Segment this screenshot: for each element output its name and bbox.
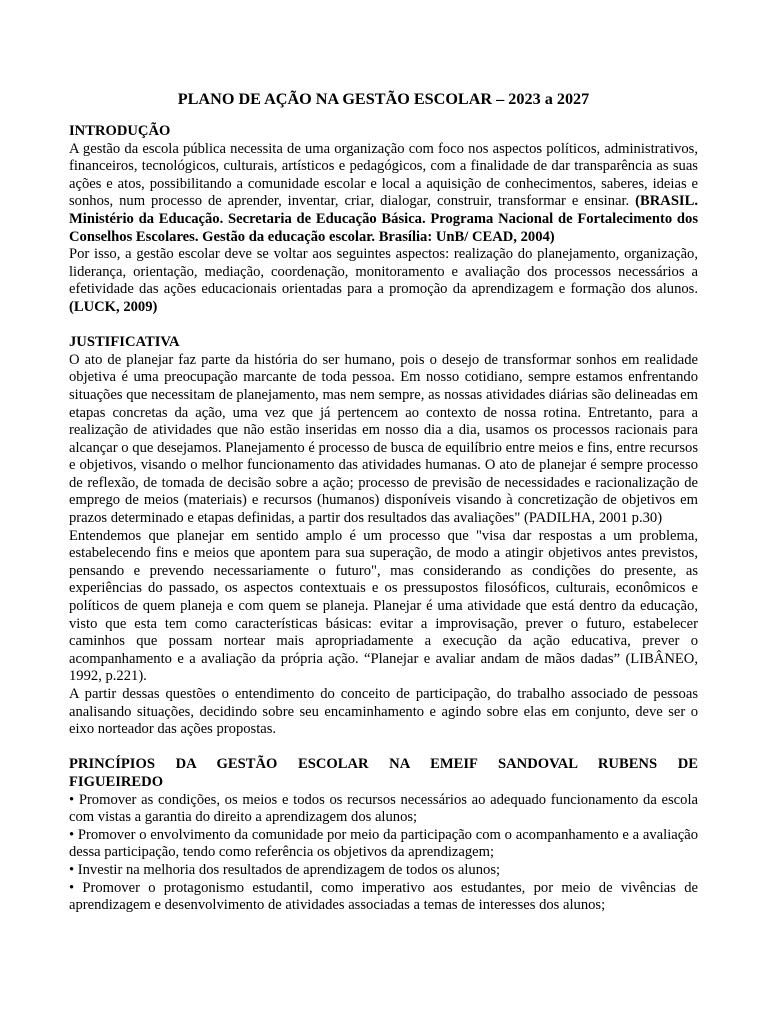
introducao-citation-1: (BRASIL. Ministério da Educação. Secretaria de Educação Básica. Programa Nacional de Fortalecimento dos Conselhos Escolares. Gestão da educação escolar. Brasília: UnB/ CEAD, 2004)	[69, 193, 698, 245]
section-principios	[69, 756, 698, 914]
section-introducao	[69, 123, 698, 317]
introducao-paragraph-1-text: A gestão da escola pública necessita de uma organização com foco nos aspectos políticos, administrativos, financeiros, tecnológicos, culturais, artísticos e pedagógicos, com a finalidade de dar transparência as suas ações e atos, possibilitando a comunidade escolar e local a aquisição de conhecimentos, saberes, ideias e sonhos, num processo de aprender, inventar, criar, dialogar, construir, transformar e ensinar.	[69, 140, 698, 210]
introducao-paragraph-2	[69, 246, 698, 316]
introducao-citation-2: (LUCK, 2009)	[69, 298, 158, 315]
section-heading-introducao: INTRODUÇÃO	[69, 123, 171, 139]
section-heading-justificativa: JUSTIFICATIVA	[69, 334, 180, 351]
introducao-paragraph-1	[69, 141, 698, 247]
paragraph-spacer	[69, 739, 698, 757]
introducao-paragraph-2-text: Por isso, a gestão escolar deve se voltar aos seguintes aspectos: realização do planejamento, organização, liderança, orientação, mediação, coordenação, monitoramento e avaliação dos processos necessários a efetividade das ações educacionais orientadas para a promoção da aprendizagem e formação dos alunos.	[69, 246, 698, 298]
principios-list-item: • Promover as condições, os meios e todos os recursos necessários ao adequado funcionamento da escola com vistas a garantia do direito a aprendizagem dos alunos;	[69, 791, 698, 826]
paragraph-spacer	[69, 317, 698, 335]
justificativa-paragraph-2: Entendemos que planejar em sentido amplo é um processo que "visa dar respostas a um problema, estabelecendo fins e meios que apontem para sua superação, de modo a atingir objetivos antes previstos, pensando e prevendo necessariamente o futuro", mas considerando as condições do presente, as experiências do passado, os aspectos contextuais e os pressupostos filosóficos, culturais, econômicos e políticos de quem planeja e com quem se planeja. Planejar é uma atividade que está dentro da educação, visto que esta tem como características básicas: evitar a improvisação, prever o futuro, estabelecer caminhos que possam nortear mais apropriadamente a execução da ação educativa, prever o acompanhamento e a avaliação da própria ação. “Planejar e avaliar andam de mãos dadas” (LIBÂNEO, 1992, p.221).	[69, 527, 698, 685]
principios-list-item: • Promover o protagonismo estudantil, como imperativo aos estudantes, por meio de vivências de aprendizagem e desenvolvimento de atividades associadas a temas de interesses dos alunos;	[69, 879, 698, 914]
justificativa-paragraph-1: O ato de planejar faz parte da história do ser humano, pois o desejo de transformar sonhos em realidade objetiva é uma preocupação marcante de toda pessoa. Em nosso cotidiano, sempre estamos enfrentando situações que necessitam de planejamento, mas nem sempre, as nossas atividades diárias são delineadas em etapas concretas da ação, uma vez que já pertencem ao contexto de nossa rotina. Entretanto, para a realização de atividades que não estão inseridas em nosso dia a dia, usamos os processos racionais para alcançar o que desejamos. Planejamento é processo de busca de equilíbrio entre meios e fins, entre recursos e objetivos, visando o melhor funcionamento das atividades humanas. O ato de planejar é sempre processo de reflexão, de tomada de decisão sobre a ação; processo de previsão de necessidades e racionalização de emprego de meios (materiais) e recursos (humanos) disponíveis visando à concretização de objetivos em prazos determinado e etapas definidas, a partir dos resultados das avaliações" (PADILHA, 2001 p.30)	[69, 351, 698, 527]
principios-list-item: • Promover o envolvimento da comunidade por meio da participação com o acompanhamento e a avaliação dessa participação, tendo como referência os objetivos da aprendizagem;	[69, 826, 698, 861]
section-heading-principios: PRINCÍPIOS DA GESTÃO ESCOLAR NA EMEIF SANDOVAL RUBENS DE	[69, 756, 698, 773]
justificativa-paragraph-3: A partir dessas questões o entendimento do conceito de participação, do trabalho associado de pessoas analisando situações, decidindo sobre seu encaminhamento e agindo sobre elas em conjunto, deve ser o eixo norteador das ações propostas.	[69, 686, 698, 738]
principios-list	[69, 792, 698, 915]
section-heading-principios-line-2: FIGUEIREDO	[69, 773, 164, 790]
section-justificativa	[69, 334, 698, 739]
page-title: PLANO DE AÇÃO NA GESTÃO ESCOLAR – 2023 a 2027	[177, 90, 590, 108]
principios-list-item: • Investir na melhoria dos resultados de aprendizagem de todos os alunos;	[69, 861, 501, 878]
